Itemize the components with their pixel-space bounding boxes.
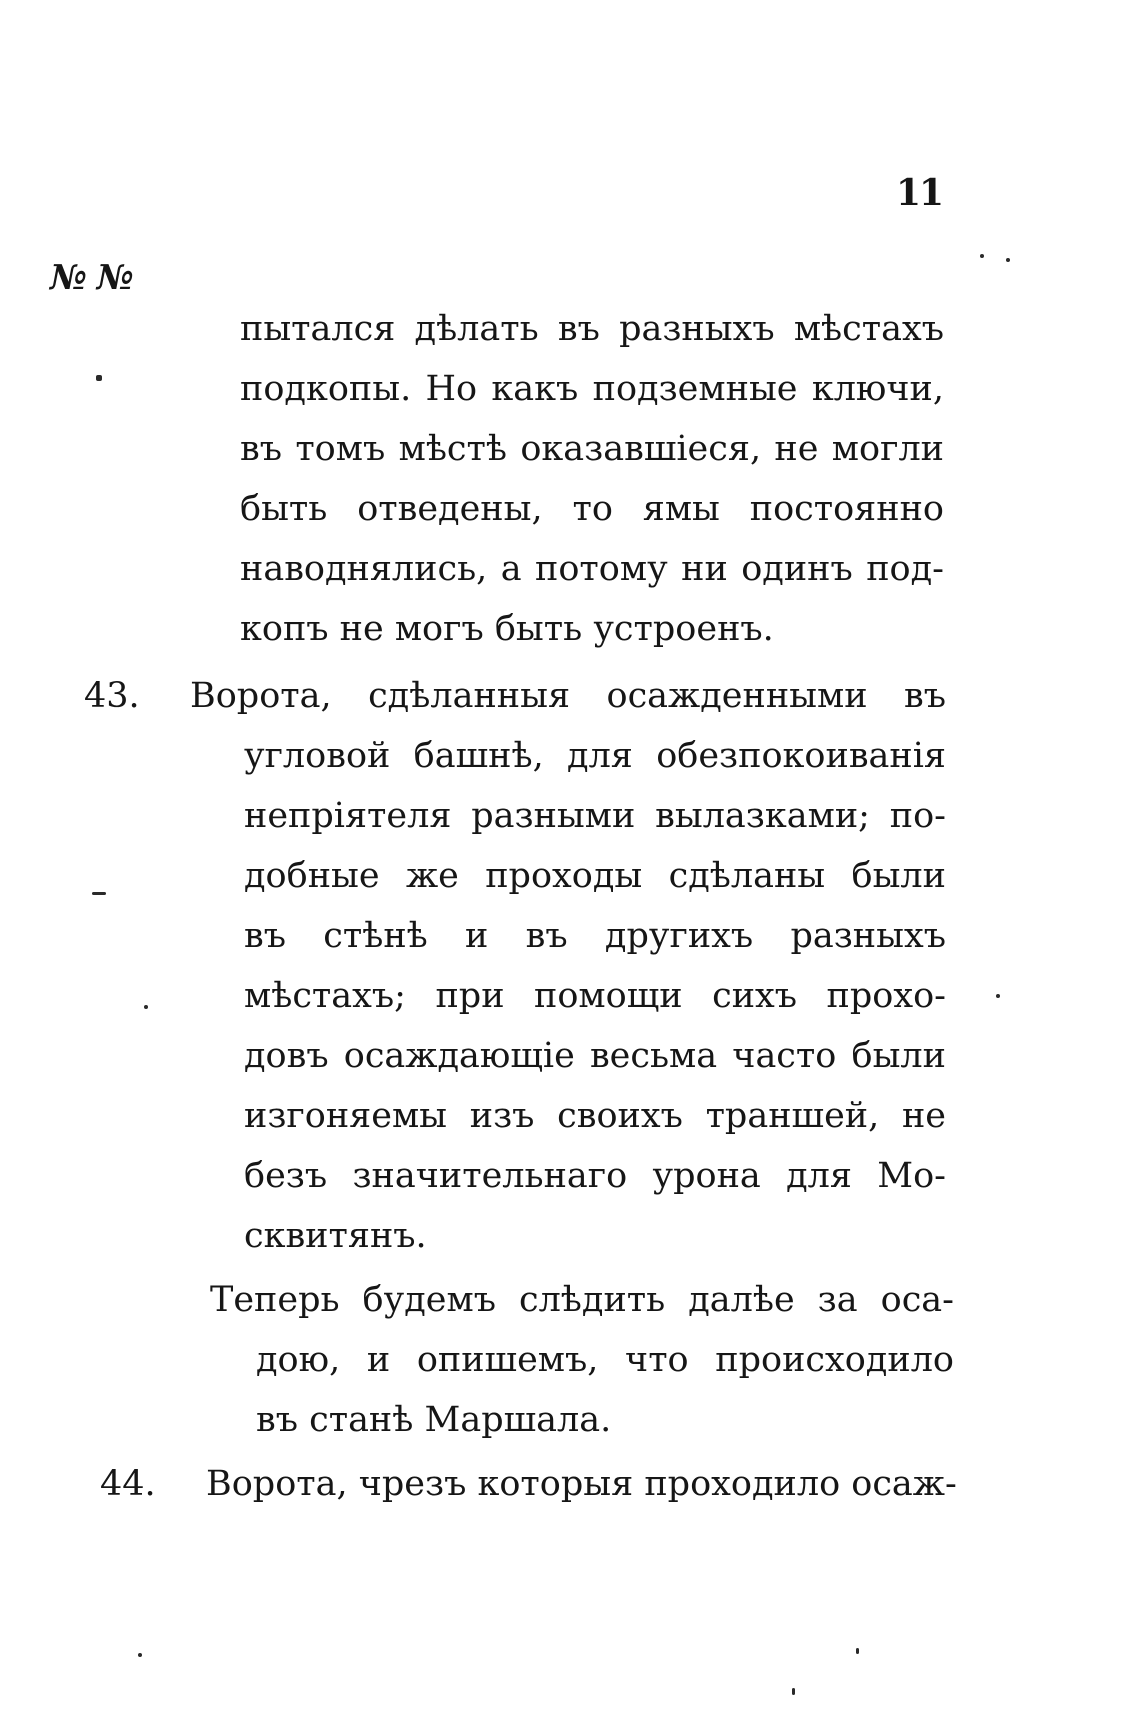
scan-speck xyxy=(856,1648,859,1654)
margin-mark: № № xyxy=(50,258,133,298)
scan-speck xyxy=(96,375,102,381)
text-line: добные же проходы сдѣланы были xyxy=(244,856,946,896)
entry-number: 44. xyxy=(100,1464,156,1504)
text-line: подкопы. Но какъ подземные ключи, xyxy=(240,369,944,409)
scan-speck xyxy=(138,1653,142,1657)
text-line: въ станѣ Маршала. xyxy=(256,1400,612,1440)
entry-number: 43. xyxy=(84,676,140,716)
text-line: непріятеля разными вылазками; по- xyxy=(244,796,946,836)
text-line: быть отведены, то ямы постоянно xyxy=(240,489,944,529)
text-line: сквитянъ. xyxy=(244,1216,427,1256)
page-number: 11 xyxy=(896,172,943,214)
scan-speck xyxy=(92,892,106,895)
text-line: мѣстахъ; при помощи сихъ прохо- xyxy=(244,976,946,1016)
text-line: Теперь будемъ слѣдить далѣе за оса- xyxy=(210,1280,954,1320)
text-line: дою, и опишемъ, что происходило xyxy=(256,1340,954,1380)
text-line: угловой башнѣ, для обезпокоиванія xyxy=(244,736,946,776)
text-line: Ворота, чрезъ которыя проходило осаж- xyxy=(206,1464,957,1504)
text-line: наводнялись, а потому ни одинъ под- xyxy=(240,549,944,589)
text-line: въ томъ мѣстѣ оказавшіеся, не могли xyxy=(240,429,944,469)
text-line: безъ значительнаго урона для Мо- xyxy=(244,1156,946,1196)
scan-speck xyxy=(996,994,1000,998)
text-line: въ стѣнѣ и въ другихъ разныхъ xyxy=(244,916,946,956)
text-line: Ворота, сдѣланныя осажденными въ xyxy=(190,676,946,716)
scan-speck xyxy=(1006,258,1010,262)
scan-speck xyxy=(980,254,984,258)
text-line: пытался дѣлать въ разныхъ мѣстахъ xyxy=(240,309,944,349)
scan-speck xyxy=(792,1688,795,1695)
text-line: копъ не могъ быть устроенъ. xyxy=(240,609,774,649)
text-line: довъ осаждающіе весьма часто были xyxy=(244,1036,946,1076)
text-line: изгоняемы изъ своихъ траншей, не xyxy=(244,1096,946,1136)
scan-speck xyxy=(144,1005,148,1009)
